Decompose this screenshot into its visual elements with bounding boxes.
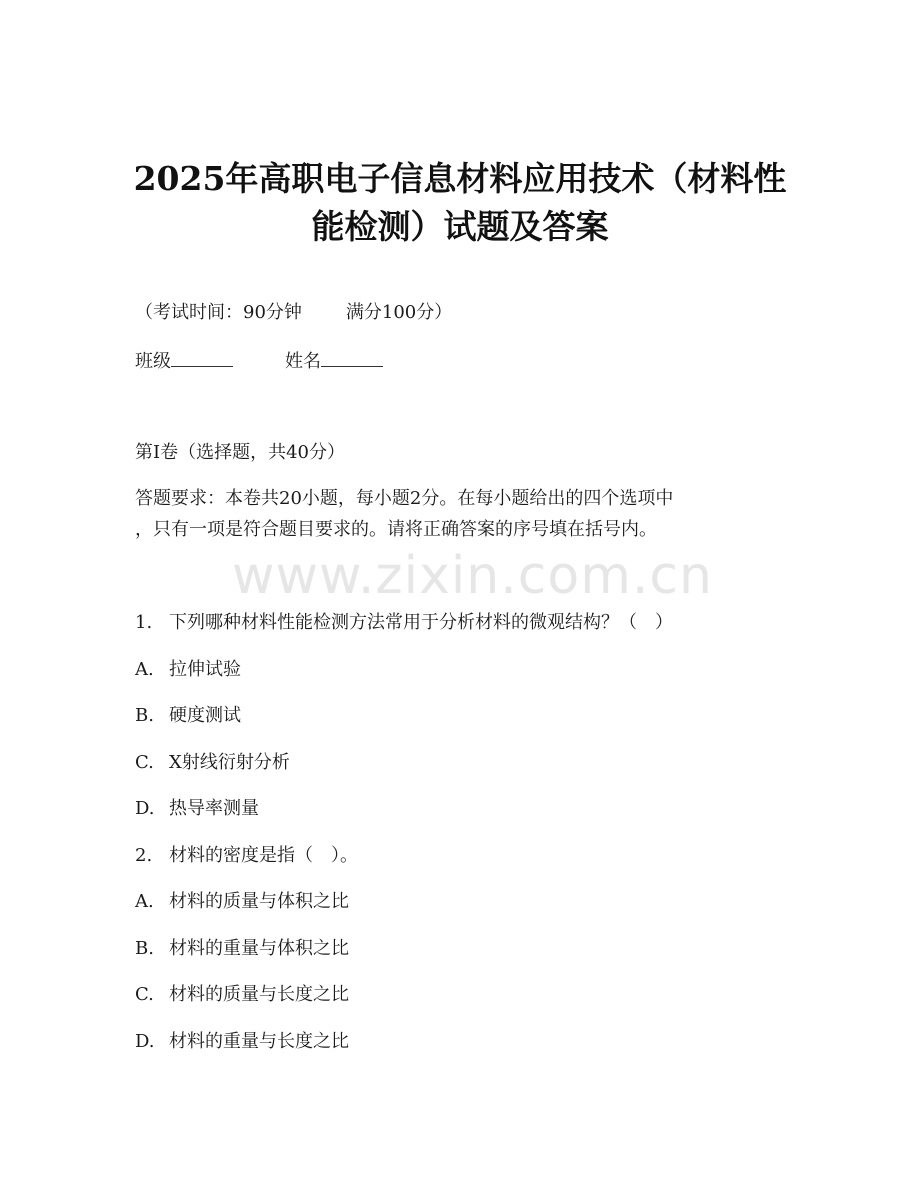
document-title-line-1: 2025年高职电子信息材料应用技术（材料性 bbox=[133, 159, 787, 198]
full-score: 满分100分） bbox=[345, 302, 453, 323]
name-label: 姓名 bbox=[285, 351, 321, 372]
exam-time: （考试时间：90分钟 bbox=[135, 302, 302, 323]
question-number: 2. bbox=[135, 845, 153, 866]
question-1 bbox=[135, 610, 673, 636]
option-text: 材料的重量与长度之比 bbox=[169, 1031, 349, 1052]
instructions-line-1: 答题要求：本卷共20小题，每小题2分。在每小题给出的四个选项中 bbox=[135, 488, 674, 509]
class-blank[interactable] bbox=[171, 348, 233, 367]
option-text: 材料的重量与体积之比 bbox=[169, 938, 349, 959]
watermark: www.zixin.com.cn bbox=[232, 546, 713, 606]
question-number: 1. bbox=[135, 612, 153, 633]
instructions-line-2: ，只有一项是符合题目要求的。请将正确答案的序号填在括号内。 bbox=[135, 519, 657, 540]
student-info-row bbox=[135, 348, 383, 375]
option-letter: A. bbox=[135, 659, 154, 680]
question-2-option-c[interactable] bbox=[135, 982, 349, 1008]
option-text: 硬度测试 bbox=[169, 705, 241, 726]
question-2 bbox=[135, 843, 358, 869]
question-2-option-d[interactable] bbox=[135, 1029, 349, 1055]
option-letter: D. bbox=[135, 1031, 155, 1052]
class-label: 班级 bbox=[135, 351, 171, 372]
question-1-option-d[interactable] bbox=[135, 796, 259, 822]
section-heading: 第Ⅰ卷（选择题，共40分） bbox=[135, 442, 346, 463]
question-text: 材料的密度是指（ ）。 bbox=[169, 845, 358, 866]
option-letter: B. bbox=[135, 938, 154, 959]
question-1-option-b[interactable] bbox=[135, 703, 241, 729]
option-text: 材料的质量与长度之比 bbox=[169, 984, 349, 1005]
option-text: 材料的质量与体积之比 bbox=[169, 891, 349, 912]
option-letter: A. bbox=[135, 891, 154, 912]
name-blank[interactable] bbox=[321, 348, 383, 367]
question-1-option-c[interactable] bbox=[135, 750, 290, 776]
question-1-option-a[interactable] bbox=[135, 657, 241, 683]
option-letter: C. bbox=[135, 984, 154, 1005]
option-text: X射线衍射分析 bbox=[169, 752, 290, 773]
document-title-line-2: 能检测）试题及答案 bbox=[311, 207, 609, 246]
option-letter: D. bbox=[135, 798, 155, 819]
exam-info bbox=[135, 300, 452, 326]
option-text: 拉伸试验 bbox=[169, 659, 241, 680]
question-2-option-b[interactable] bbox=[135, 936, 349, 962]
option-letter: B. bbox=[135, 705, 154, 726]
question-text: 下列哪种材料性能检测方法常用于分析材料的微观结构？（ ） bbox=[169, 612, 673, 633]
option-letter: C. bbox=[135, 752, 154, 773]
option-text: 热导率测量 bbox=[169, 798, 259, 819]
question-2-option-a[interactable] bbox=[135, 889, 349, 915]
